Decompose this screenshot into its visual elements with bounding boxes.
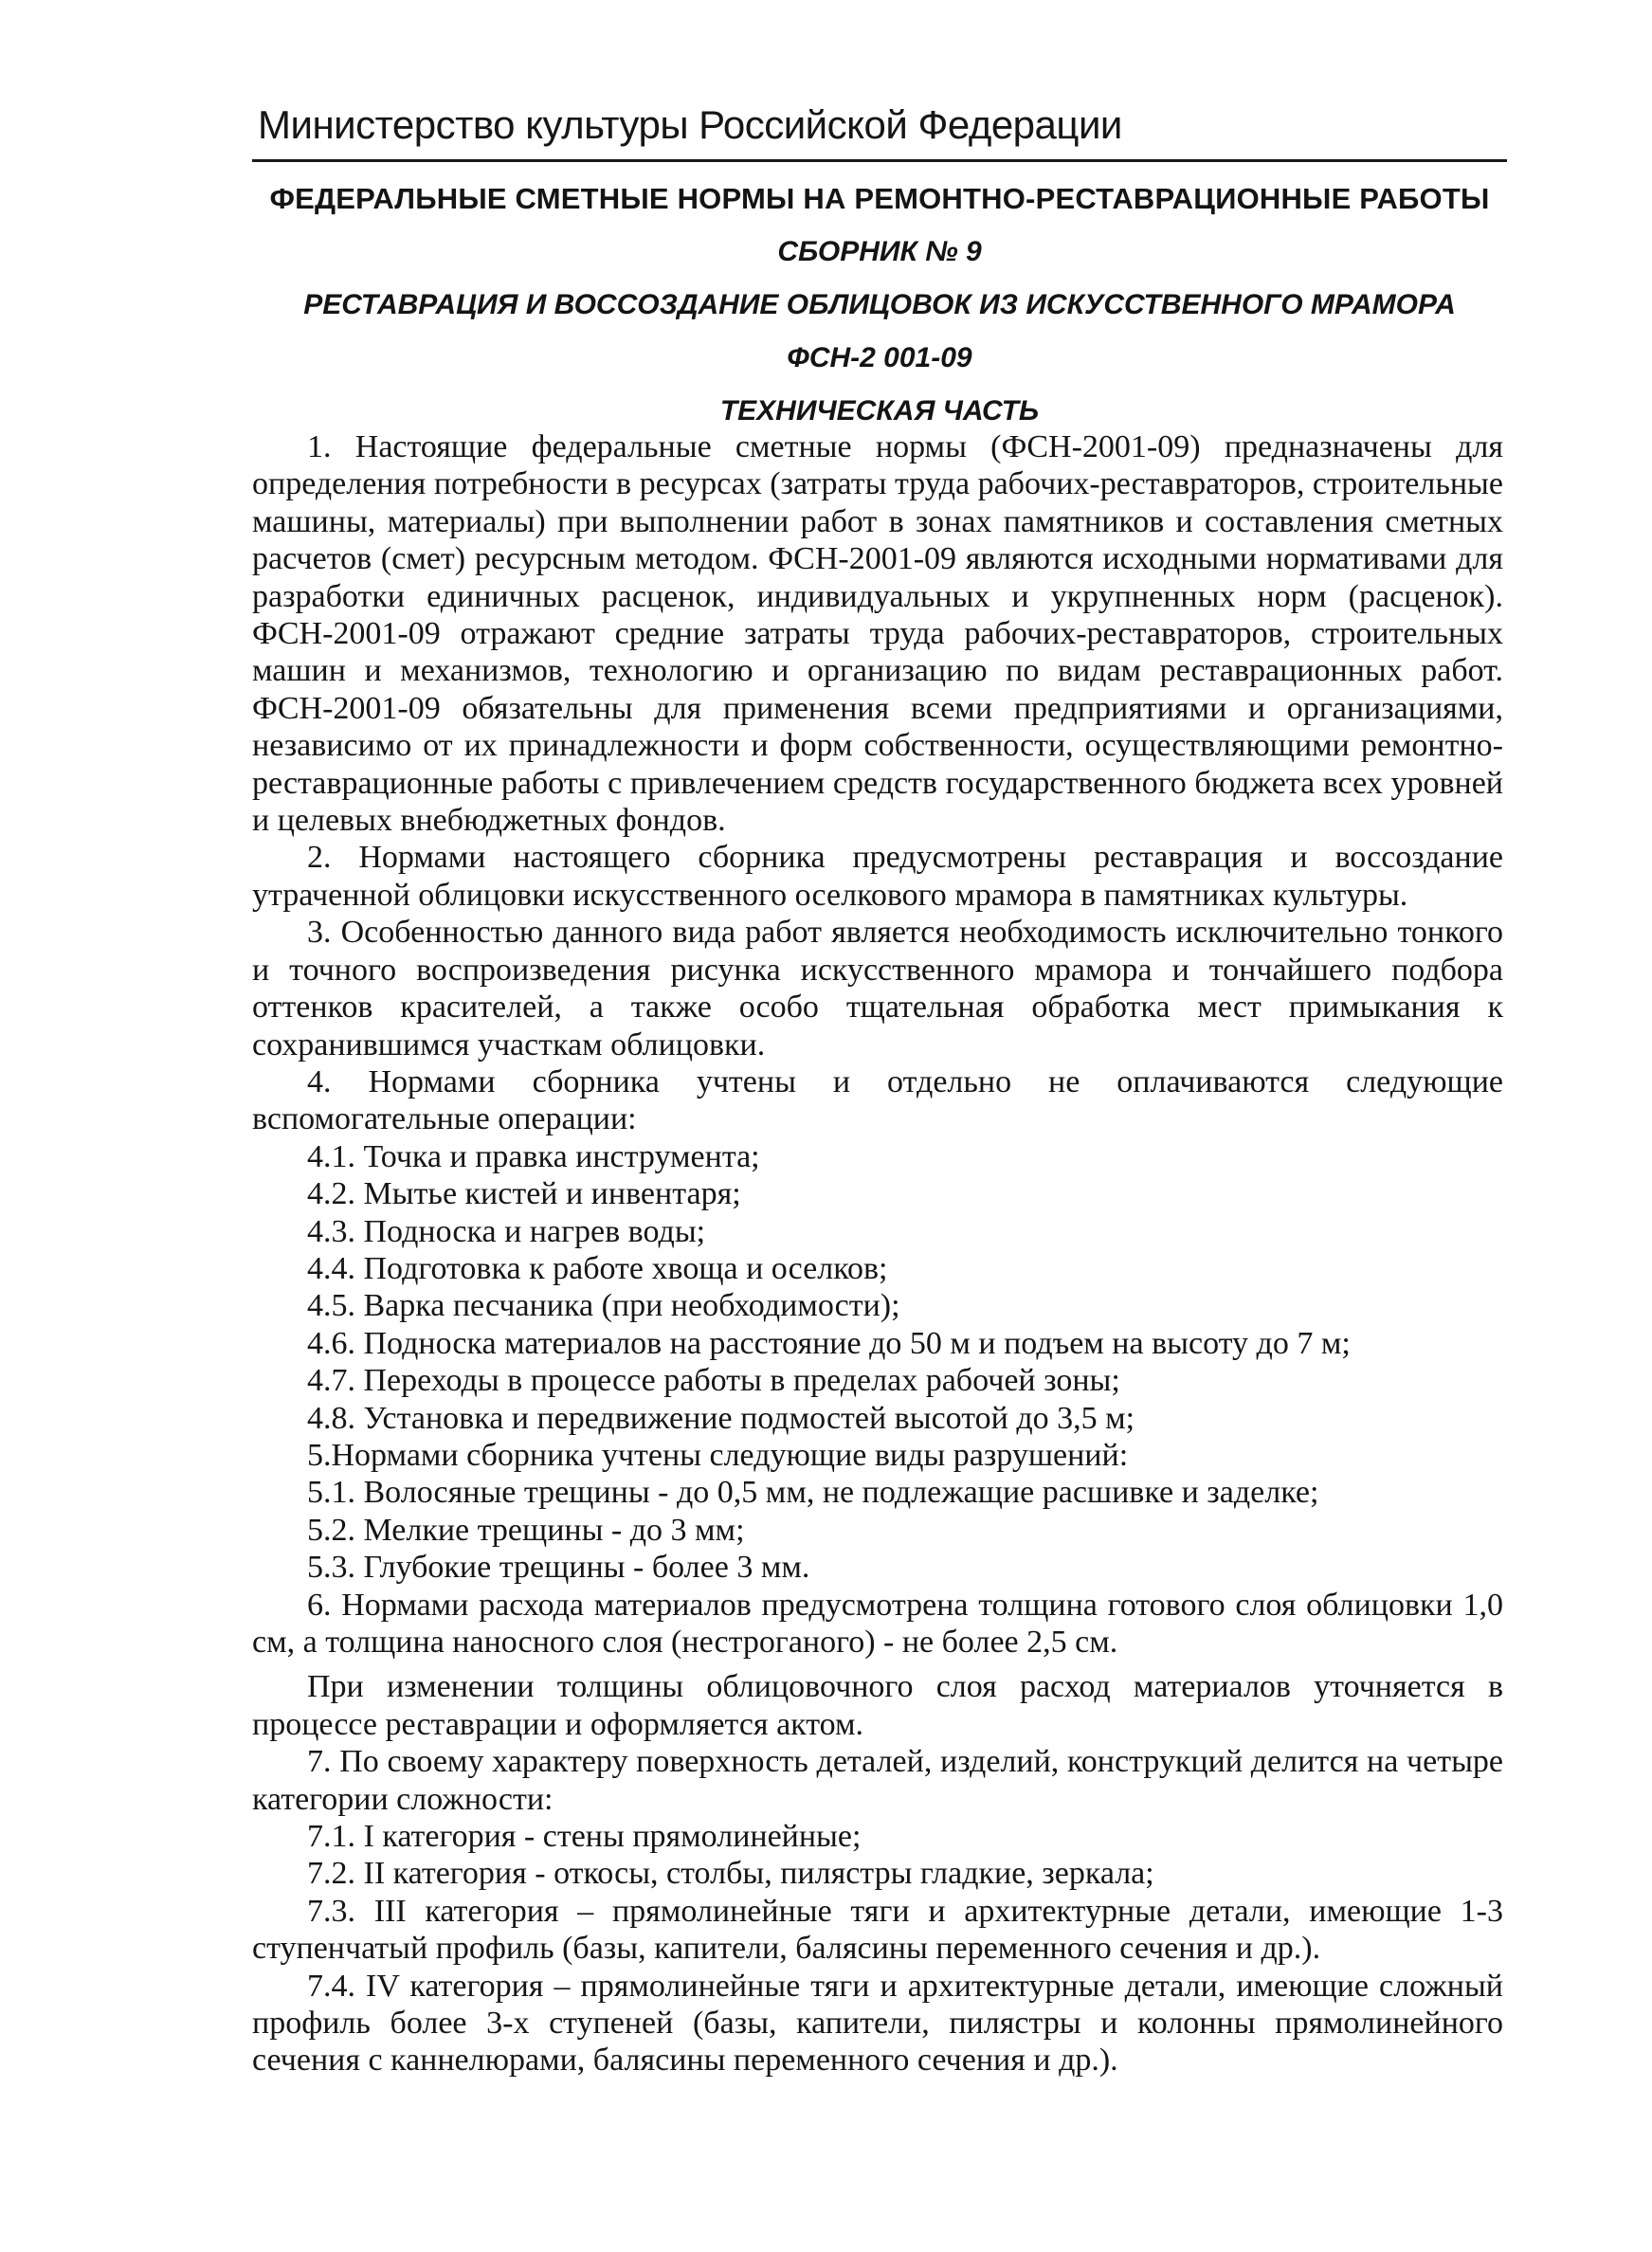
running-header: Министерство культуры Российской Федерации xyxy=(258,102,1122,147)
paragraph-6: 6. Нормами расхода материалов предусмотрена толщина готового слоя облицовки 1,0 см, а толщина наносного слоя (нестроганого) - не более 2,5 см. xyxy=(252,1587,1503,1660)
list-item-4-1: 4.1. Точка и правка инструмента; xyxy=(307,1138,760,1174)
paragraph-3: 3. Особенностью данного вида работ является необходимость исключительно тонкого и точного воспроизведения рисунка искусственного мрамора и тончайшего подбора оттенков красителей, а также особо тщательная обработка мест примыкания к сохранившимся участкам облицовки. xyxy=(252,915,1503,1062)
header-rule xyxy=(252,159,1507,162)
collection-number: СБОРНИК № 9 xyxy=(777,236,982,267)
document-title: ФЕДЕРАЛЬНЫЕ СМЕТНЫЕ НОРМЫ НА РЕМОНТНО-РЕСТАВРАЦИОННЫЕ РАБОТЫ xyxy=(269,182,1490,215)
title-block xyxy=(252,173,1507,438)
list-item-4-5: 4.5. Варка песчаника (при необходимости); xyxy=(307,1288,900,1324)
paragraph-7-3: 7.3. III категория – прямолинейные тяги и архитектурные детали, имеющие 1-3 ступенчатый профиль (базы, капители, балясины переменного сечения и др.). xyxy=(252,1893,1503,1967)
list-item-5-2: 5.2. Мелкие трещины - до 3 мм; xyxy=(307,1512,745,1548)
section-title: ТЕХНИЧЕСКАЯ ЧАСТЬ xyxy=(719,395,1040,427)
paragraph-6-note: При изменении толщины облицовочного слоя расход материалов уточняется в процессе реставрации и оформляется актом. xyxy=(252,1669,1503,1742)
paragraph-7: 7. По своему характеру поверхность деталей, изделий, конструкций делится на четыре категории сложности: xyxy=(252,1744,1503,1817)
list-item-5-3: 5.3. Глубокие трещины - более 3 мм. xyxy=(307,1550,810,1586)
list-item-5-1: 5.1. Волосяные трещины - до 0,5 мм, не подлежащие расшивке и заделке; xyxy=(307,1475,1319,1511)
paragraph-2: 2. Нормами настоящего сборника предусмотрены реставрация и воссоздание утраченной облицовки искусственного оселкового мрамора в памятниках культуры. xyxy=(252,840,1503,913)
collection-subject: РЕСТАВРАЦИЯ И ВОССОЗДАНИЕ ОБЛИЦОВОК ИЗ ИСКУССТВЕННОГО МРАМОРА xyxy=(303,289,1456,320)
paragraph-4: 4. Нормами сборника учтены и отдельно не оплачиваются следующие вспомогательные операции: xyxy=(252,1063,1503,1137)
list-item-4-6: 4.6. Подноска материалов на расстояние до 50 м и подъем на высоту до 7 м; xyxy=(307,1325,1351,1361)
paragraph-7-4: 7.4. IV категория – прямолинейные тяги и архитектурные детали, имеющие сложный профиль более 3-х ступеней (базы, капители, пилястры и колонны прямолинейного сечения с каннелюрами, балясины переменного сечения и др.). xyxy=(252,1968,1503,2079)
list-item-4-8: 4.8. Установка и передвижение подмостей высотой до 3,5 м; xyxy=(307,1400,1135,1436)
paragraph-1: 1. Настоящие федеральные сметные нормы (ФСН-2001-09) предназначены для определения потребности в ресурсах (затраты труда рабочих-реставраторов, строительные машины, материалы) при выполнении работ в зонах памятников и составления сметных расчетов (смет) ресурсным методом. ФСН-2001-09 являются исходными нормативами для разработки единичных расценок, индивидуальных и укрупненных норм (расценок). ФСН-2001-09 отражают средние затраты труда рабочих-реставраторов, строительных машин и механизмов, технологию и организацию по видам реставрационных работ. ФСН-2001-09 обязательны для применения всеми предприятиями и организациями, независимо от их принадлежности и форм собственности, осуществляющими ремонтно-реставрационные работы с привлечением средств государственного бюджета всех уровней и целевых внебюджетных фондов. xyxy=(252,429,1503,839)
paragraph-5: 5.Нормами сборника учтены следующие виды разрушений: xyxy=(307,1437,1129,1473)
list-item-4-7: 4.7. Переходы в процессе работы в пределах рабочей зоны; xyxy=(307,1363,1120,1399)
list-item-4-3: 4.3. Подноска и нагрев воды; xyxy=(307,1213,706,1249)
body-text xyxy=(252,428,1503,2079)
list-item-4-2: 4.2. Мытье кистей и инвентаря; xyxy=(307,1176,741,1212)
document-code: ФСН-2 001-09 xyxy=(787,342,972,373)
list-item-7-1: 7.1. I категория - стены прямолинейные; xyxy=(307,1819,862,1855)
list-item-4-4: 4.4. Подготовка к работе хвоща и оселков; xyxy=(307,1250,888,1286)
list-item-7-2: 7.2. II категория - откосы, столбы, пилястры гладкие, зеркала; xyxy=(307,1856,1154,1892)
